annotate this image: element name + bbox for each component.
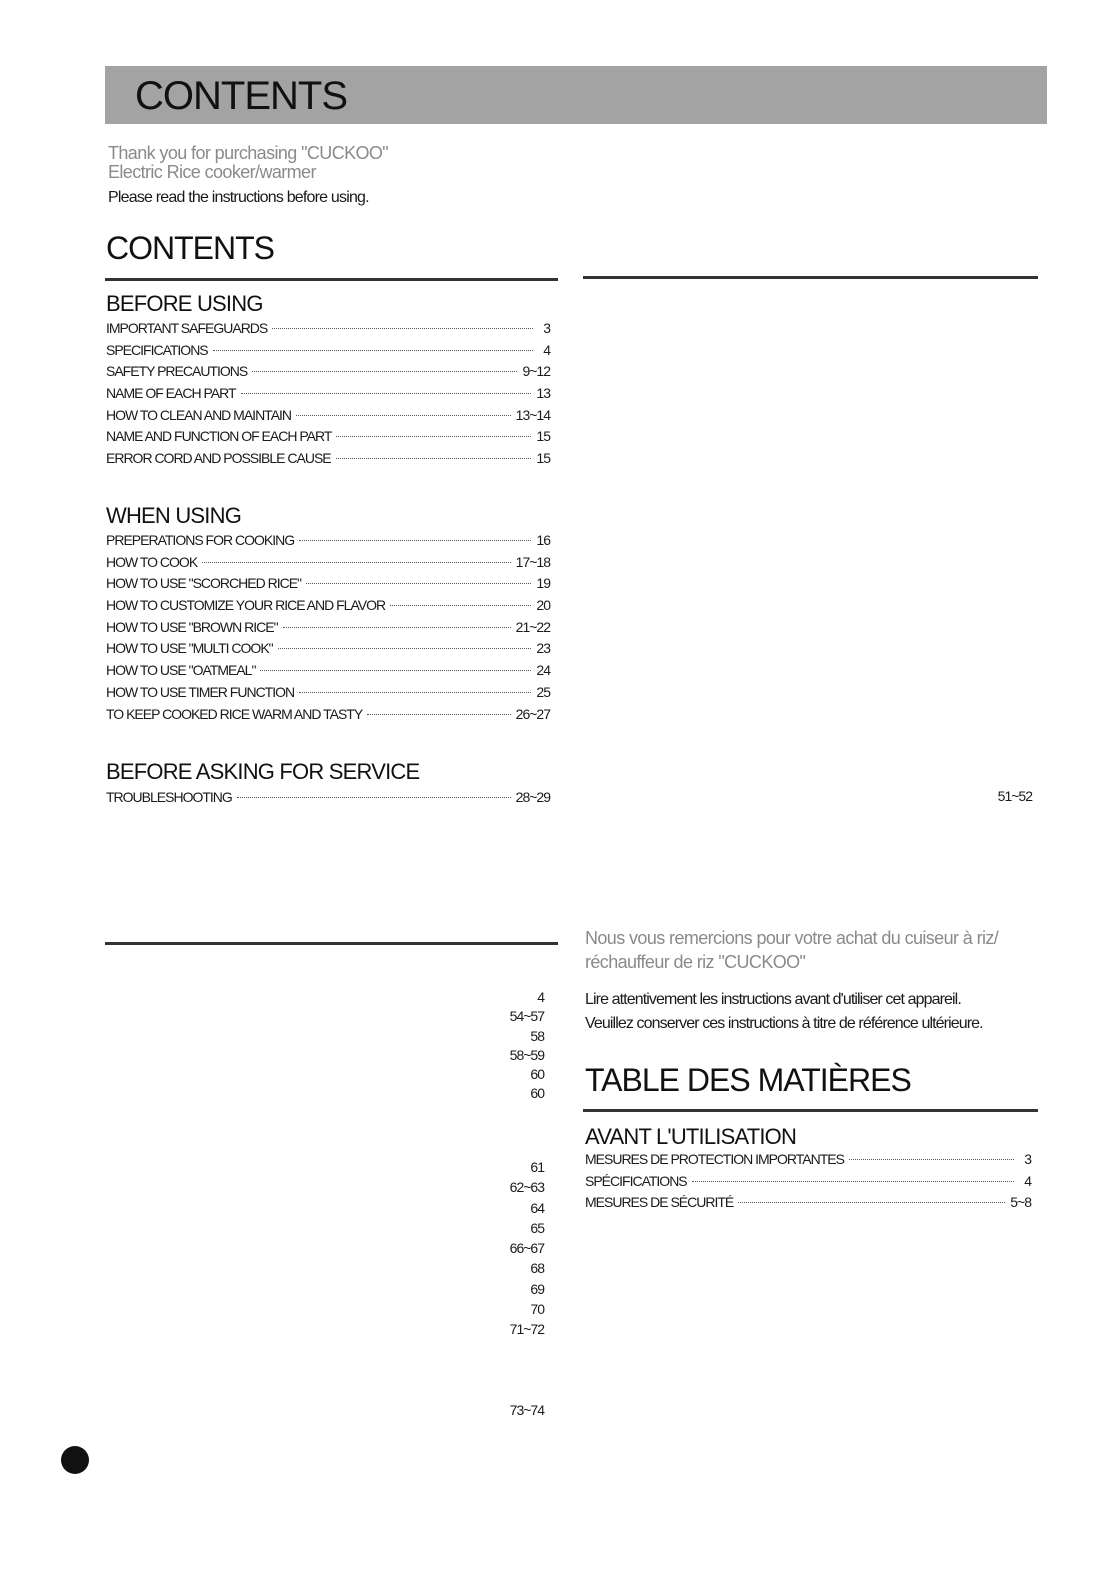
toc-entry[interactable] xyxy=(106,428,550,450)
toc-entry-label: SPECIFICATIONS xyxy=(106,341,208,358)
french-read-line1: Lire attentivement les instructions avant d'utiliser cet appareil. xyxy=(585,991,961,1008)
toc-entry-label: HOW TO CLEAN AND MAINTAIN xyxy=(106,406,292,423)
page-list-group2 xyxy=(484,1159,544,1342)
toc-entry[interactable] xyxy=(106,407,550,429)
toc-entry-page: 13 xyxy=(536,385,550,402)
toc-entry[interactable] xyxy=(106,662,550,684)
french-read-line2: Veuillez conserver ces instructions à titre de référence ultérieure. xyxy=(585,1015,983,1032)
toc-entry-label: PREPERATIONS FOR COOKING xyxy=(106,532,295,548)
toc-entry[interactable] xyxy=(106,706,550,728)
toc-entry[interactable] xyxy=(106,789,550,811)
leader-dots xyxy=(849,1159,1014,1160)
toc-entry-label: HOW TO CUSTOMIZE YOUR RICE AND FLAVOR xyxy=(106,597,386,614)
leader-dots xyxy=(299,540,531,541)
toc-entry-page: 28~29 xyxy=(515,789,550,805)
toc-entry[interactable] xyxy=(106,640,550,662)
divider-left-top xyxy=(105,278,558,281)
toc-before-using xyxy=(106,320,550,472)
toc-entry-page: 19 xyxy=(536,575,550,592)
toc-entry[interactable] xyxy=(106,597,550,619)
toc-entry-page: 9~12 xyxy=(522,363,550,380)
toc-entry-label: ERROR CORD AND POSSIBLE CAUSE xyxy=(106,450,331,467)
page-number: 65 xyxy=(530,1219,544,1236)
toc-entry-label: TROUBLESHOOTING xyxy=(106,789,232,805)
toc-entry-label: SPÉCIFICATIONS xyxy=(585,1172,687,1189)
leader-dots xyxy=(272,328,533,329)
toc-entry[interactable] xyxy=(106,575,550,597)
toc-entry-page: 3 xyxy=(543,320,550,336)
toc-french xyxy=(585,1151,1031,1216)
toc-entry[interactable] xyxy=(106,619,550,641)
toc-entry[interactable] xyxy=(106,684,550,706)
section-title-when-using: WHEN USING xyxy=(106,503,242,528)
leader-dots xyxy=(241,393,532,394)
toc-entry-page: 26~27 xyxy=(515,705,550,722)
french-thanks: Nous vous remercions pour votre achat du cuiseur à riz/ réchauffeur de riz "CUCKOO" xyxy=(585,928,999,972)
toc-entry-page: 15 xyxy=(536,428,550,445)
toc-entry-page: 15 xyxy=(536,450,550,467)
leader-dots xyxy=(278,648,532,649)
leader-dots xyxy=(213,350,533,351)
section-title-before-service: BEFORE ASKING FOR SERVICE xyxy=(106,759,420,784)
toc-entry[interactable] xyxy=(106,450,550,472)
toc-entry-label: TO KEEP COOKED RICE WARM AND TASTY xyxy=(106,705,363,722)
page-number: 4 xyxy=(537,989,544,1005)
toc-entry-label: HOW TO USE "SCORCHED RICE" xyxy=(106,575,301,592)
page-number: 66~67 xyxy=(509,1240,544,1257)
toc-entry-label: MESURES DE PROTECTION IMPORTANTES xyxy=(585,1151,844,1167)
divider-french xyxy=(583,1109,1038,1112)
leader-dots xyxy=(296,415,511,416)
page-number: 68 xyxy=(530,1260,544,1277)
page-number: 58 xyxy=(530,1027,544,1044)
page-title: CONTENTS xyxy=(135,74,347,118)
toc-entry-label: SAFETY PRECAUTIONS xyxy=(106,363,248,380)
toc-before-service xyxy=(106,789,550,811)
page-marker-dot xyxy=(61,1446,89,1474)
toc-entry-label: HOW TO COOK xyxy=(106,553,198,570)
leader-dots xyxy=(738,1202,1005,1203)
toc-when-using xyxy=(106,532,550,727)
toc-entry-label: MESURES DE SÉCURITÉ xyxy=(585,1194,734,1211)
leader-dots xyxy=(336,436,531,437)
toc-entry[interactable] xyxy=(106,363,550,385)
contents-heading: CONTENTS xyxy=(106,230,274,266)
intro-thanks-line2: Electric Rice cooker/warmer xyxy=(108,162,316,182)
leader-dots xyxy=(336,458,532,459)
toc-entry-label: NAME OF EACH PART xyxy=(106,385,236,402)
page-number: 61 xyxy=(530,1159,544,1175)
toc-entry[interactable] xyxy=(585,1194,1031,1216)
toc-entry-label: HOW TO USE "BROWN RICE" xyxy=(106,618,278,635)
page-number: 54~57 xyxy=(509,1008,544,1025)
leader-dots xyxy=(299,692,531,693)
toc-entry[interactable] xyxy=(106,320,550,342)
toc-entry-label: IMPORTANT SAFEGUARDS xyxy=(106,320,268,336)
toc-entry-page: 20 xyxy=(536,597,550,614)
page-number: 71~72 xyxy=(509,1321,544,1338)
toc-entry-page: 5~8 xyxy=(1010,1194,1031,1211)
intro-read-note: Please read the instructions before using. xyxy=(108,189,369,206)
toc-entry-page: 4 xyxy=(543,341,550,358)
toc-entry[interactable] xyxy=(106,385,550,407)
toc-entry[interactable] xyxy=(106,554,550,576)
toc-entry-page: 17~18 xyxy=(515,553,550,570)
french-read-note xyxy=(585,988,1035,1036)
leader-dots xyxy=(202,562,511,563)
toc-entry[interactable] xyxy=(585,1151,1031,1173)
toc-entry-page: 23 xyxy=(536,640,550,657)
leader-dots xyxy=(260,670,531,671)
toc-entry-page: 13~14 xyxy=(515,406,550,423)
page-number-right: 51~52 xyxy=(997,788,1032,804)
intro-thanks-line1: Thank you for purchasing "CUCKOO" xyxy=(108,143,389,163)
leader-dots xyxy=(252,371,517,372)
french-heading: TABLE DES MATIÈRES xyxy=(585,1062,911,1098)
page-number: 60 xyxy=(530,1085,544,1102)
toc-entry-page: 4 xyxy=(1024,1172,1031,1189)
page-number-last: 73~74 xyxy=(509,1402,544,1418)
section-title-avant-utilisation: AVANT L'UTILISATION xyxy=(585,1124,797,1149)
toc-entry[interactable] xyxy=(106,532,550,554)
toc-entry-label: NAME AND FUNCTION OF EACH PART xyxy=(106,428,332,445)
toc-entry[interactable] xyxy=(585,1173,1031,1195)
divider-left-lower xyxy=(105,942,558,945)
page-number: 70 xyxy=(530,1301,544,1318)
toc-entry-label: HOW TO USE "MULTI COOK" xyxy=(106,640,273,657)
page-list-group1 xyxy=(484,989,544,1105)
section-title-before-using: BEFORE USING xyxy=(106,291,263,316)
page-number: 69 xyxy=(530,1280,544,1297)
divider-right-top xyxy=(583,276,1038,279)
leader-dots xyxy=(306,583,531,584)
toc-entry-label: HOW TO USE "OATMEAL" xyxy=(106,662,256,679)
toc-entry[interactable] xyxy=(106,342,550,364)
leader-dots xyxy=(237,797,511,798)
leader-dots xyxy=(390,605,531,606)
header-bar xyxy=(105,66,1047,124)
leader-dots xyxy=(283,627,511,628)
leader-dots xyxy=(367,714,511,715)
page-number: 60 xyxy=(530,1066,544,1083)
toc-entry-page: 3 xyxy=(1024,1151,1031,1167)
leader-dots xyxy=(692,1181,1014,1182)
toc-entry-label: HOW TO USE TIMER FUNCTION xyxy=(106,683,295,700)
toc-entry-page: 21~22 xyxy=(515,618,550,635)
page-number: 64 xyxy=(530,1199,544,1216)
toc-entry-page: 25 xyxy=(536,683,550,700)
page-number: 58~59 xyxy=(509,1046,544,1063)
toc-entry-page: 16 xyxy=(536,532,550,548)
toc-entry-page: 24 xyxy=(536,662,550,679)
page-number: 62~63 xyxy=(509,1179,544,1196)
intro-thanks xyxy=(108,144,388,182)
